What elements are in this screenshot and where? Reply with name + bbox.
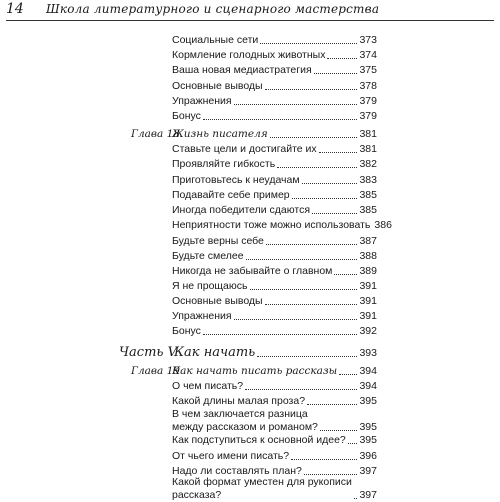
toc-entry — [172, 235, 377, 248]
toc-entry — [172, 280, 377, 293]
leader-dots — [320, 430, 358, 431]
leader-dots — [246, 259, 358, 260]
leader-dots — [203, 334, 358, 335]
leader-dots — [250, 289, 358, 290]
toc-entry-label: Ваша новая медиастратегия — [172, 64, 312, 76]
toc-entry-page: 382 — [359, 158, 377, 170]
toc-entry-page: 396 — [359, 450, 377, 462]
toc-entry — [172, 325, 377, 338]
toc-entry — [172, 64, 377, 77]
leader-dots — [339, 374, 357, 375]
toc-entry — [172, 95, 377, 108]
toc-entry-page: 378 — [359, 80, 377, 92]
toc-entry — [172, 265, 377, 278]
toc-entry — [172, 110, 377, 123]
leader-dots — [354, 498, 358, 499]
toc-entry-label-line1: Какой формат уместен для рукописи — [172, 476, 352, 488]
toc-entry-label: Будьте верны себе — [172, 235, 264, 247]
leader-dots — [277, 167, 357, 168]
chapter-number: Глава 19 — [131, 365, 180, 377]
toc-entry-page: 397 — [359, 489, 377, 501]
toc-entry-page: 391 — [359, 310, 377, 322]
toc-entry-label: Упражнения — [172, 95, 232, 107]
toc-entry-page: 381 — [359, 143, 377, 155]
part-number: Часть V — [119, 345, 178, 360]
toc-entry — [172, 174, 377, 187]
toc-entry-page: 395 — [359, 421, 377, 433]
toc-entry — [172, 450, 377, 463]
toc-entry-page: 383 — [359, 174, 377, 186]
toc-entry-label: Кормление голодных животных — [172, 49, 326, 61]
toc-entry — [172, 158, 377, 171]
toc-entry-label: Иногда победители сдаются — [172, 204, 311, 216]
toc-entry-label: Я не прощаюсь — [172, 280, 248, 292]
toc-entry — [172, 219, 392, 232]
toc-chapter-entry — [172, 365, 377, 378]
toc-entry — [172, 143, 377, 156]
toc-entry-label: Основные выводы — [172, 295, 263, 307]
toc-entry-label — [172, 476, 352, 502]
leader-dots — [265, 89, 358, 90]
toc-entry-page: 391 — [359, 280, 377, 292]
toc-entry-page: 375 — [359, 64, 377, 76]
toc-entry-page: 386 — [374, 219, 392, 231]
leader-dots — [234, 104, 358, 105]
toc-entry — [172, 434, 377, 447]
toc-entry-label-line2: между рассказом и романом? — [172, 421, 318, 433]
leader-dots — [319, 152, 358, 153]
toc-entry-page: 397 — [359, 465, 377, 477]
toc-entry-label: От чьего имени писать? — [172, 450, 290, 462]
toc-entry-label: Подавайте себе пример — [172, 189, 290, 201]
toc-part-entry — [174, 345, 377, 360]
leader-dots — [327, 58, 357, 59]
leader-dots — [304, 474, 358, 475]
leader-dots — [260, 43, 357, 44]
toc-entry — [172, 395, 377, 408]
toc-entry-page: 393 — [359, 347, 377, 359]
toc-entry-label: Никогда не забывайте о главном — [172, 265, 333, 277]
toc-chapter-title: Как начать писать рассказы — [172, 365, 338, 377]
toc-entry-page: 395 — [359, 434, 377, 446]
toc-entry-label: Социальные сети — [172, 34, 259, 46]
toc-entry — [172, 49, 377, 62]
toc-entry-page: 388 — [359, 250, 377, 262]
toc-chapter-entry — [172, 128, 377, 141]
toc-entry — [172, 310, 377, 323]
leader-dots — [266, 244, 358, 245]
toc-entry-label — [172, 408, 318, 434]
toc-entry-label-line1: В чем заключается разница — [172, 408, 308, 420]
toc-entry — [172, 34, 377, 47]
leader-dots — [312, 213, 357, 214]
toc-entry-page: 387 — [359, 235, 377, 247]
toc-entry-label-line2: рассказа? — [172, 489, 222, 501]
toc-entry-page: 391 — [359, 295, 377, 307]
toc-entry-page: 379 — [359, 110, 377, 122]
page-number: 14 — [6, 1, 24, 17]
toc-entry-multiline — [172, 408, 377, 434]
toc-entry — [172, 380, 377, 393]
toc-entry-label: Какой длины малая проза? — [172, 395, 306, 407]
leader-dots — [348, 443, 358, 444]
toc-entry-multiline — [172, 476, 377, 502]
toc-entry-label: Упражнения — [172, 310, 232, 322]
leader-dots — [291, 459, 357, 460]
leader-dots — [270, 137, 358, 138]
toc-entry — [172, 189, 377, 202]
leader-dots — [314, 73, 358, 74]
toc-entry-page: 381 — [359, 128, 377, 140]
toc-entry-page: 389 — [359, 265, 377, 277]
toc-entry-label: Неприятности тоже можно использовать — [172, 219, 371, 231]
chapter-number: Глава 18 — [131, 128, 180, 140]
toc-entry-page: 392 — [359, 325, 377, 337]
toc-entry-label: О чем писать? — [172, 380, 244, 392]
running-title: Школа литературного и сценарного мастерства — [46, 2, 380, 16]
toc-entry-label: Приготовьтесь к неудачам — [172, 174, 300, 186]
leader-dots — [302, 183, 358, 184]
toc-entry-label: Как подступиться к основной идее? — [172, 434, 346, 446]
toc-entry-label: Основные выводы — [172, 80, 263, 92]
toc-entry-page: 379 — [359, 95, 377, 107]
toc-entry-label: Проявляйте гибкость — [172, 158, 276, 170]
toc-entry — [172, 80, 377, 93]
toc-part-title: Как начать — [174, 345, 256, 360]
toc-entry-label: Ставьте цели и достигайте их — [172, 143, 317, 155]
leader-dots — [307, 404, 357, 405]
toc-entry-label: Бонус — [172, 110, 201, 122]
toc-entry — [172, 295, 377, 308]
toc-chapter-title: Жизнь писателя — [172, 128, 268, 140]
toc-entry-label: Надо ли составлять план? — [172, 465, 302, 477]
toc-entry — [172, 250, 377, 263]
toc-entry-label: Будьте смелее — [172, 250, 244, 262]
toc-entry-page: 385 — [359, 204, 377, 216]
leader-dots — [265, 304, 358, 305]
leader-dots — [292, 198, 358, 199]
toc-entry-page: 394 — [359, 365, 377, 377]
toc-entry-page: 395 — [359, 395, 377, 407]
leader-dots — [234, 319, 358, 320]
leader-dots — [203, 119, 358, 120]
toc-entry-page: 373 — [359, 34, 377, 46]
toc-entry-page: 385 — [359, 189, 377, 201]
leader-dots — [245, 389, 357, 390]
toc-entry — [172, 204, 377, 217]
toc-entry-page: 394 — [359, 380, 377, 392]
toc-entry-label: Бонус — [172, 325, 201, 337]
toc-entry-page: 374 — [359, 49, 377, 61]
leader-dots — [257, 356, 357, 357]
leader-dots — [334, 274, 357, 275]
